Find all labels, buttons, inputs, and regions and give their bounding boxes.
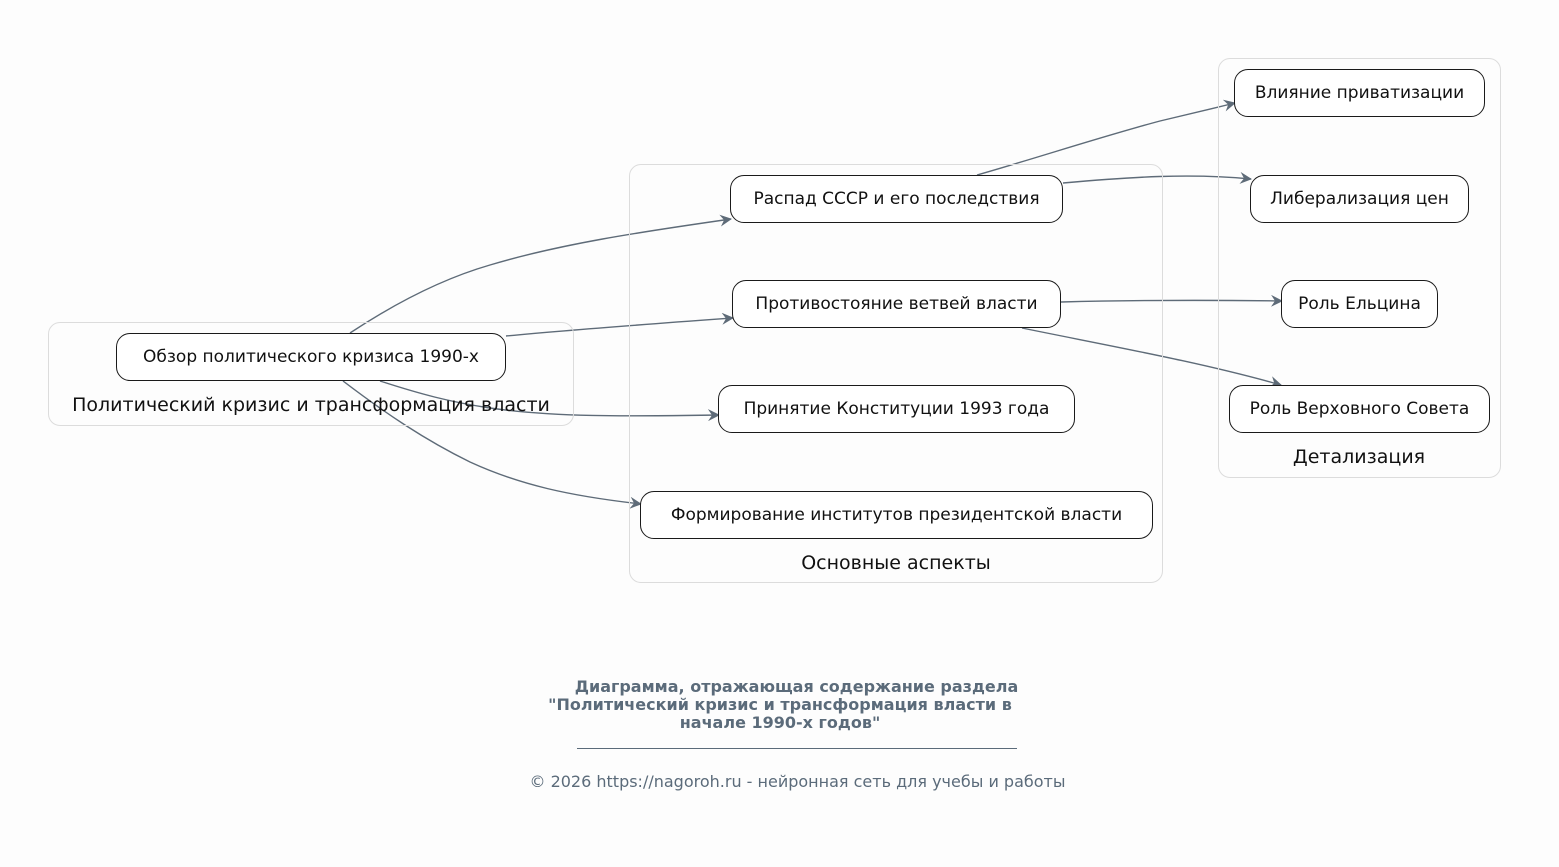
node-branches[interactable]: Противостояние ветвей власти: [732, 280, 1061, 328]
node-privatization[interactable]: Влияние приватизации: [1234, 69, 1485, 117]
node-constitution[interactable]: Принятие Конституции 1993 года: [718, 385, 1075, 433]
cluster-main-label: Основные аспекты: [801, 552, 991, 574]
cluster-root-label: Политический кризис и трансформация власти: [72, 394, 550, 416]
node-overview[interactable]: Обзор политического кризиса 1990-х: [116, 333, 506, 381]
caption-line-1: Диаграмма, отражающая содержание раздела: [574, 677, 1019, 696]
node-presidential[interactable]: Формирование институтов президентской власти: [640, 491, 1153, 539]
cluster-detail-label: Детализация: [1292, 446, 1426, 468]
node-yeltsin[interactable]: Роль Ельцина: [1281, 280, 1438, 328]
copyright-text[interactable]: © 2026 https://nagoroh.ru - нейронная сеть для учебы и работы: [529, 772, 1066, 791]
caption-title: [0, 678, 1559, 732]
node-soviet[interactable]: Роль Верховного Совета: [1229, 385, 1490, 433]
caption-line-2: "Политический кризис и трансформация власти в: [548, 695, 1012, 714]
caption-line-3: начале 1990-х годов": [679, 713, 881, 732]
caption-divider: [577, 748, 1017, 749]
node-ussr[interactable]: Распад СССР и его последствия: [730, 175, 1063, 223]
node-prices[interactable]: Либерализация цен: [1250, 175, 1469, 223]
